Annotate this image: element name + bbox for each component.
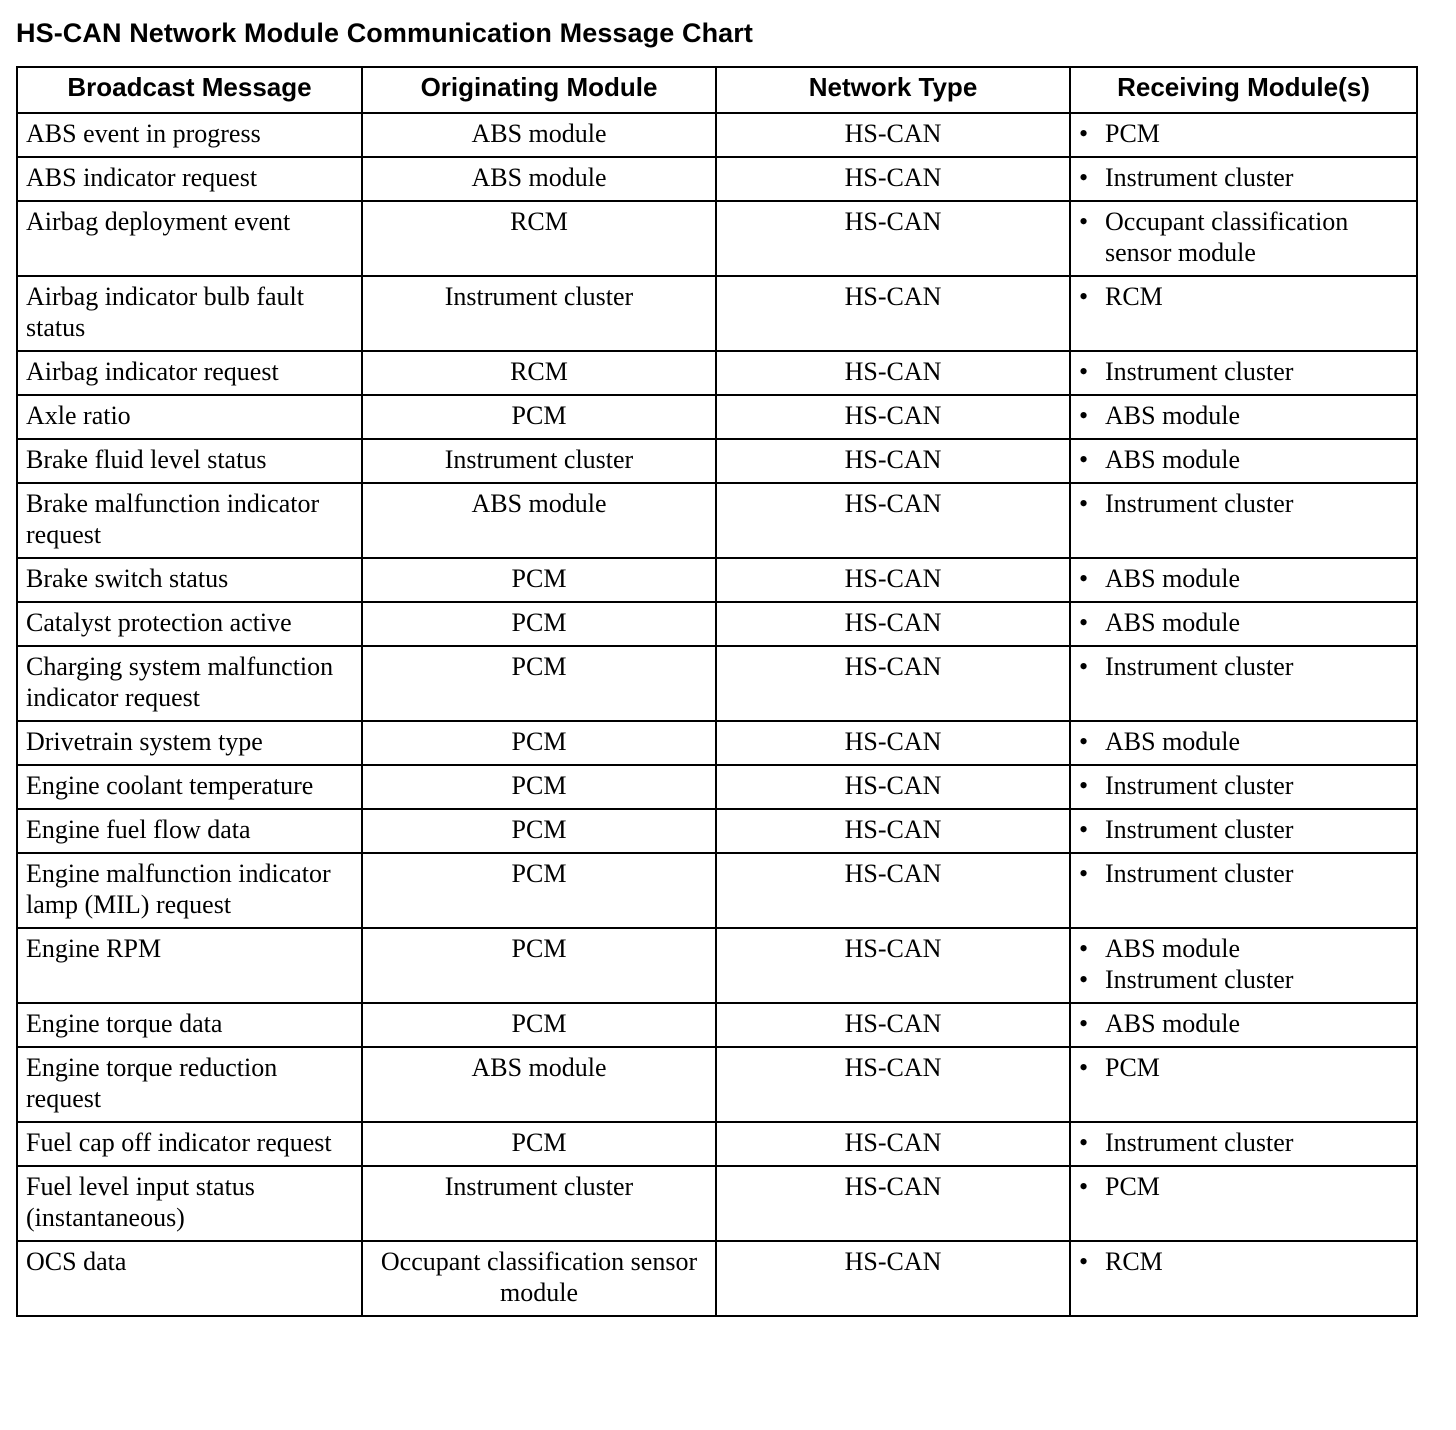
receiving-modules-cell — [1070, 1047, 1417, 1122]
receiving-modules-cell — [1070, 853, 1417, 928]
originating-module-cell: RCM — [362, 201, 716, 276]
broadcast-message-cell: Drivetrain system type — [17, 721, 362, 765]
list-item — [1079, 162, 1408, 193]
bullet-icon: • — [1079, 652, 1089, 681]
network-type-cell: HS-CAN — [716, 558, 1070, 602]
receiving-modules-list — [1079, 400, 1408, 431]
receiving-modules-cell — [1070, 765, 1417, 809]
table-row — [17, 809, 1417, 853]
receiving-modules-cell — [1070, 439, 1417, 483]
receiving-module-text: ABS module — [1105, 727, 1241, 756]
list-item — [1079, 563, 1408, 594]
bullet-icon: • — [1079, 445, 1089, 474]
bullet-icon: • — [1079, 357, 1089, 386]
receiving-modules-cell — [1070, 1166, 1417, 1241]
receiving-module-text: Instrument cluster — [1105, 489, 1294, 518]
originating-module-cell: PCM — [362, 721, 716, 765]
originating-module-cell: Instrument cluster — [362, 276, 716, 351]
receiving-modules-cell — [1070, 201, 1417, 276]
broadcast-message-cell: Brake fluid level status — [17, 439, 362, 483]
originating-module-cell: PCM — [362, 558, 716, 602]
network-type-cell: HS-CAN — [716, 765, 1070, 809]
table-row — [17, 928, 1417, 1003]
receiving-modules-cell — [1070, 276, 1417, 351]
network-type-cell: HS-CAN — [716, 1047, 1070, 1122]
receiving-module-text: Instrument cluster — [1105, 965, 1294, 994]
originating-module-cell: PCM — [362, 928, 716, 1003]
bullet-icon: • — [1079, 965, 1089, 994]
originating-module-cell: PCM — [362, 395, 716, 439]
broadcast-message-cell: Airbag deployment event — [17, 201, 362, 276]
bullet-icon: • — [1079, 1172, 1089, 1201]
list-item — [1079, 444, 1408, 475]
broadcast-message-cell: Axle ratio — [17, 395, 362, 439]
receiving-modules-list — [1079, 281, 1408, 312]
network-type-cell: HS-CAN — [716, 276, 1070, 351]
receiving-module-text: ABS module — [1105, 445, 1241, 474]
originating-module-cell: PCM — [362, 809, 716, 853]
list-item — [1079, 1052, 1408, 1083]
header-network-type: Network Type — [716, 67, 1070, 113]
bullet-icon: • — [1079, 1128, 1089, 1157]
broadcast-message-cell: Engine torque data — [17, 1003, 362, 1047]
originating-module-cell: PCM — [362, 602, 716, 646]
list-item — [1079, 964, 1408, 995]
network-type-cell: HS-CAN — [716, 113, 1070, 157]
network-type-cell: HS-CAN — [716, 439, 1070, 483]
network-type-cell: HS-CAN — [716, 1166, 1070, 1241]
list-item — [1079, 488, 1408, 519]
list-item — [1079, 726, 1408, 757]
list-item — [1079, 281, 1408, 312]
receiving-modules-cell — [1070, 395, 1417, 439]
receiving-modules-list — [1079, 607, 1408, 638]
receiving-modules-list — [1079, 726, 1408, 757]
list-item — [1079, 1171, 1408, 1202]
broadcast-message-cell: Charging system malfunction indicator request — [17, 646, 362, 721]
list-item — [1079, 206, 1408, 268]
table-body — [17, 113, 1417, 1316]
receiving-modules-list — [1079, 1008, 1408, 1039]
receiving-module-text: Instrument cluster — [1105, 357, 1294, 386]
receiving-modules-list — [1079, 206, 1408, 268]
receiving-modules-list — [1079, 933, 1408, 995]
receiving-module-text: ABS module — [1105, 608, 1241, 637]
table-row — [17, 558, 1417, 602]
list-item — [1079, 118, 1408, 149]
originating-module-cell: PCM — [362, 1003, 716, 1047]
receiving-modules-cell — [1070, 113, 1417, 157]
list-item — [1079, 1246, 1408, 1277]
list-item — [1079, 400, 1408, 431]
receiving-module-text: ABS module — [1105, 1009, 1241, 1038]
bullet-icon: • — [1079, 207, 1089, 236]
receiving-modules-list — [1079, 1127, 1408, 1158]
originating-module-cell: RCM — [362, 351, 716, 395]
receiving-module-text: Instrument cluster — [1105, 771, 1294, 800]
bullet-icon: • — [1079, 119, 1089, 148]
table-row — [17, 276, 1417, 351]
network-type-cell: HS-CAN — [716, 602, 1070, 646]
bullet-icon: • — [1079, 489, 1089, 518]
receiving-module-text: Instrument cluster — [1105, 815, 1294, 844]
receiving-modules-list — [1079, 563, 1408, 594]
network-type-cell: HS-CAN — [716, 853, 1070, 928]
page-title: HS-CAN Network Module Communication Message Chart — [16, 18, 753, 48]
receiving-modules-cell — [1070, 602, 1417, 646]
table-row — [17, 602, 1417, 646]
broadcast-message-cell: Catalyst protection active — [17, 602, 362, 646]
receiving-modules-cell — [1070, 1003, 1417, 1047]
receiving-module-text: ABS module — [1105, 401, 1241, 430]
broadcast-message-cell: ABS event in progress — [17, 113, 362, 157]
table-row — [17, 113, 1417, 157]
table-row — [17, 721, 1417, 765]
table-row — [17, 439, 1417, 483]
network-type-cell: HS-CAN — [716, 1241, 1070, 1316]
receiving-module-text: Occupant classification sensor module — [1105, 207, 1349, 267]
header-row — [17, 67, 1417, 113]
receiving-module-text: Instrument cluster — [1105, 859, 1294, 888]
list-item — [1079, 858, 1408, 889]
network-type-cell: HS-CAN — [716, 646, 1070, 721]
receiving-modules-cell — [1070, 483, 1417, 558]
receiving-modules-list — [1079, 1052, 1408, 1083]
network-type-cell: HS-CAN — [716, 395, 1070, 439]
broadcast-message-cell: OCS data — [17, 1241, 362, 1316]
broadcast-message-cell: Engine malfunction indicator lamp (MIL) request — [17, 853, 362, 928]
network-type-cell: HS-CAN — [716, 1003, 1070, 1047]
receiving-module-text: PCM — [1105, 1053, 1160, 1082]
table-row — [17, 1122, 1417, 1166]
receiving-modules-list — [1079, 858, 1408, 889]
table-row — [17, 765, 1417, 809]
broadcast-message-cell: Brake malfunction indicator request — [17, 483, 362, 558]
receiving-modules-cell — [1070, 351, 1417, 395]
bullet-icon: • — [1079, 934, 1089, 963]
originating-module-cell: Instrument cluster — [362, 1166, 716, 1241]
table-row — [17, 157, 1417, 201]
originating-module-cell: Occupant classification sensor module — [362, 1241, 716, 1316]
originating-module-cell: ABS module — [362, 157, 716, 201]
network-type-cell: HS-CAN — [716, 483, 1070, 558]
table-row — [17, 646, 1417, 721]
bullet-icon: • — [1079, 727, 1089, 756]
message-chart-table — [16, 66, 1418, 1317]
receiving-modules-cell — [1070, 558, 1417, 602]
broadcast-message-cell: Engine torque reduction request — [17, 1047, 362, 1122]
receiving-modules-cell — [1070, 1122, 1417, 1166]
bullet-icon: • — [1079, 564, 1089, 593]
network-type-cell: HS-CAN — [716, 721, 1070, 765]
header-originating-module: Originating Module — [362, 67, 716, 113]
header-receiving-modules: Receiving Module(s) — [1070, 67, 1417, 113]
receiving-modules-list — [1079, 770, 1408, 801]
network-type-cell: HS-CAN — [716, 201, 1070, 276]
broadcast-message-cell: Airbag indicator bulb fault status — [17, 276, 362, 351]
receiving-modules-list — [1079, 1171, 1408, 1202]
originating-module-cell: ABS module — [362, 483, 716, 558]
table-row — [17, 1166, 1417, 1241]
broadcast-message-cell: Fuel cap off indicator request — [17, 1122, 362, 1166]
receiving-modules-list — [1079, 118, 1408, 149]
receiving-modules-list — [1079, 162, 1408, 193]
list-item — [1079, 814, 1408, 845]
receiving-modules-list — [1079, 814, 1408, 845]
bullet-icon: • — [1079, 163, 1089, 192]
network-type-cell: HS-CAN — [716, 809, 1070, 853]
receiving-modules-cell — [1070, 1241, 1417, 1316]
bullet-icon: • — [1079, 1247, 1089, 1276]
receiving-module-text: Instrument cluster — [1105, 652, 1294, 681]
broadcast-message-cell: Engine fuel flow data — [17, 809, 362, 853]
broadcast-message-cell: Fuel level input status (instantaneous) — [17, 1166, 362, 1241]
list-item — [1079, 933, 1408, 964]
bullet-icon: • — [1079, 859, 1089, 888]
receiving-modules-list — [1079, 651, 1408, 682]
list-item — [1079, 651, 1408, 682]
bullet-icon: • — [1079, 1009, 1089, 1038]
table-row — [17, 1003, 1417, 1047]
receiving-modules-cell — [1070, 646, 1417, 721]
receiving-modules-cell — [1070, 928, 1417, 1003]
broadcast-message-cell: Engine RPM — [17, 928, 362, 1003]
table-row — [17, 395, 1417, 439]
header-broadcast-message: Broadcast Message — [17, 67, 362, 113]
broadcast-message-cell: Brake switch status — [17, 558, 362, 602]
network-type-cell: HS-CAN — [716, 351, 1070, 395]
receiving-module-text: Instrument cluster — [1105, 163, 1294, 192]
receiving-modules-list — [1079, 444, 1408, 475]
receiving-module-text: PCM — [1105, 1172, 1160, 1201]
receiving-module-text: RCM — [1105, 282, 1163, 311]
table-row — [17, 853, 1417, 928]
broadcast-message-cell: Airbag indicator request — [17, 351, 362, 395]
receiving-modules-list — [1079, 1246, 1408, 1277]
bullet-icon: • — [1079, 771, 1089, 800]
list-item — [1079, 356, 1408, 387]
bullet-icon: • — [1079, 1053, 1089, 1082]
broadcast-message-cell: Engine coolant temperature — [17, 765, 362, 809]
receiving-modules-cell — [1070, 721, 1417, 765]
network-type-cell: HS-CAN — [716, 928, 1070, 1003]
originating-module-cell: Instrument cluster — [362, 439, 716, 483]
receiving-module-text: ABS module — [1105, 934, 1241, 963]
table-row — [17, 1047, 1417, 1122]
originating-module-cell: ABS module — [362, 1047, 716, 1122]
receiving-modules-cell — [1070, 809, 1417, 853]
receiving-modules-cell — [1070, 157, 1417, 201]
originating-module-cell: PCM — [362, 853, 716, 928]
receiving-modules-list — [1079, 488, 1408, 519]
receiving-module-text: RCM — [1105, 1247, 1163, 1276]
list-item — [1079, 1008, 1408, 1039]
broadcast-message-cell: ABS indicator request — [17, 157, 362, 201]
network-type-cell: HS-CAN — [716, 157, 1070, 201]
table-row — [17, 201, 1417, 276]
list-item — [1079, 1127, 1408, 1158]
receiving-module-text: PCM — [1105, 119, 1160, 148]
bullet-icon: • — [1079, 815, 1089, 844]
receiving-modules-list — [1079, 356, 1408, 387]
table-row — [17, 1241, 1417, 1316]
originating-module-cell: PCM — [362, 765, 716, 809]
originating-module-cell: ABS module — [362, 113, 716, 157]
list-item — [1079, 770, 1408, 801]
table-row — [17, 351, 1417, 395]
list-item — [1079, 607, 1408, 638]
bullet-icon: • — [1079, 282, 1089, 311]
originating-module-cell: PCM — [362, 1122, 716, 1166]
table-row — [17, 483, 1417, 558]
receiving-module-text: ABS module — [1105, 564, 1241, 593]
bullet-icon: • — [1079, 608, 1089, 637]
network-type-cell: HS-CAN — [716, 1122, 1070, 1166]
receiving-module-text: Instrument cluster — [1105, 1128, 1294, 1157]
bullet-icon: • — [1079, 401, 1089, 430]
originating-module-cell: PCM — [362, 646, 716, 721]
